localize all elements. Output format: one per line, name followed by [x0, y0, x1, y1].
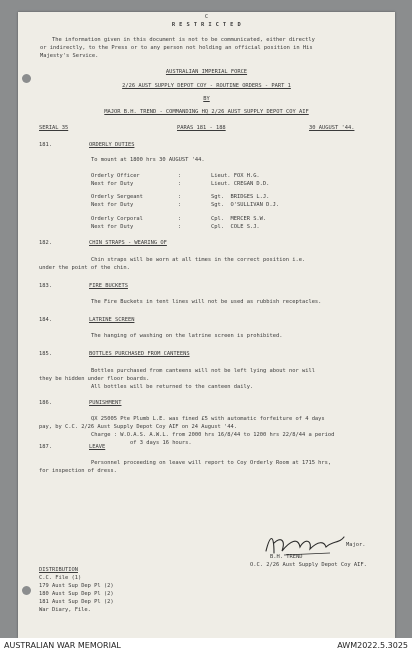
- footer-institution: AUSTRALIAN WAR MEMORIAL: [4, 641, 121, 650]
- para-text: Bottles purchased from canteens will not be left lying about nor will: [91, 368, 315, 374]
- order-date: 30 AUGUST '44.: [309, 125, 355, 131]
- warning-line-1: The information given in this document is not to be communicated, either directly: [52, 37, 315, 43]
- para-text: QX 25005 Pte Plumb L.E. was fined £5 with automatic forfeiture of 4 days: [91, 416, 325, 422]
- footer-accession-number: AWM2022.5.3025: [337, 641, 408, 650]
- duty-name: Lieut. FOX H.G.: [211, 173, 260, 179]
- para-number: 187.: [39, 444, 52, 450]
- para-text: pay, by C.C. 2/26 Aust Supply Depot Coy AIF on 24 August '44.: [39, 424, 237, 430]
- duty-name: Cpl. MERCER S.W.: [211, 216, 267, 222]
- para-title: LEAVE: [89, 444, 106, 450]
- paras-range: PARAS 181 - 188: [177, 125, 226, 131]
- force-heading: AUSTRALIAN IMPERIAL FORCE: [165, 69, 248, 75]
- punch-hole: [22, 586, 31, 595]
- para-text: Charge : W.O.A.S. A.W.L. from 2000 hrs 16/8/44 to 1200 hrs 22/8/44 a period: [91, 432, 335, 438]
- commander-line: MAJOR B.H. TREND - COMMANDING HQ 2/26 AUST SUPPLY DEPOT COY AIF: [104, 109, 309, 115]
- para-number: 181.: [39, 142, 52, 148]
- para-text: for inspection of dress.: [39, 468, 117, 474]
- warning-line-2: or indirectly, to the Press or to any person not holding an official position in His: [40, 45, 313, 51]
- duty-role: Orderly Officer: [91, 173, 140, 179]
- para-number: 182.: [39, 240, 52, 246]
- para-text: they be hidden under floor boards.: [39, 376, 150, 382]
- duty-colon: :: [178, 194, 182, 200]
- para-text: The Fire Buckets in tent lines will not be used as rubbish receptacles.: [91, 299, 322, 305]
- duty-role: Orderly Sergeant: [91, 194, 143, 200]
- duty-name: Lieut. CREGAN D.D.: [211, 181, 270, 187]
- duty-colon: :: [178, 181, 182, 187]
- distribution-item: 180 Aust Sup Dep Pl (2): [39, 591, 114, 597]
- serial-number: SERIAL 35: [39, 125, 69, 131]
- duty-name: Cpl. COLE S.J.: [211, 224, 260, 230]
- duty-role: Next for Duty: [91, 224, 134, 230]
- para-text: Chin straps will be worn at all times in the correct position i.e.: [91, 257, 306, 263]
- para-text: The hanging of washing on the latrine screen is prohibited.: [91, 333, 283, 339]
- para-text: All bottles will be returned to the canteen daily.: [91, 384, 254, 390]
- distribution-item: War Diary, File.: [39, 607, 91, 613]
- duty-colon: :: [178, 202, 182, 208]
- duty-role: Next for Duty: [91, 181, 134, 187]
- para-title: CHIN STRAPS - WEARING OF: [89, 240, 167, 246]
- para-number: 184.: [39, 317, 52, 323]
- distribution-item: 181 Aust Sup Dep Pl (2): [39, 599, 114, 605]
- para-number: 186.: [39, 400, 52, 406]
- para-number: 183.: [39, 283, 52, 289]
- duty-name: Sgt. BRIDGES L.J.: [211, 194, 270, 200]
- signature-name: B.H. TREND: [270, 554, 303, 560]
- para-text: under the point of the chin.: [39, 265, 130, 271]
- para-title: ORDERLY DUTIES: [89, 142, 135, 148]
- warning-line-3: Majesty's Service.: [40, 53, 99, 59]
- para-text: Personnel proceeding on leave will report to Coy Orderly Room at 1715 hrs,: [91, 460, 332, 466]
- distribution-title: DISTRIBUTION: [39, 567, 78, 573]
- duty-colon: :: [178, 224, 182, 230]
- para-title: FIRE BUCKETS: [89, 283, 128, 289]
- duty-name: Sgt. O'SULLIVAN D.J.: [211, 202, 280, 208]
- duty-colon: :: [178, 216, 182, 222]
- duty-colon: :: [178, 173, 182, 179]
- classification: R E S T R I C T E D: [171, 22, 242, 28]
- duty-role: Next for Duty: [91, 202, 134, 208]
- para-text: of 3 days 16 hours.: [130, 440, 192, 446]
- para-title: BOTTLES PURCHASED FROM CANTEENS: [89, 351, 190, 357]
- mount-line: To mount at 1800 hrs 30 AUGUST '44.: [91, 157, 205, 163]
- document-page: [18, 12, 395, 638]
- duty-role: Orderly Corporal: [91, 216, 143, 222]
- signature-position: O.C. 2/26 Aust Supply Depot Coy AIF.: [250, 562, 367, 568]
- para-title: PUNISHMENT: [89, 400, 122, 406]
- signature-rank: Major.: [346, 542, 366, 548]
- para-number: 185.: [39, 351, 52, 357]
- unit-title: 2/26 AUST SUPPLY DEPOT COY - ROUTINE ORDERS - PART 1: [122, 83, 291, 89]
- top-mark: C: [204, 14, 209, 20]
- distribution-item: 179 Aust Sup Dep Pl (2): [39, 583, 114, 589]
- by-label: BY: [203, 96, 210, 102]
- para-title: LATRINE SCREEN: [89, 317, 135, 323]
- footer-bar: [0, 638, 412, 653]
- distribution-item: C.C. File (1): [39, 575, 82, 581]
